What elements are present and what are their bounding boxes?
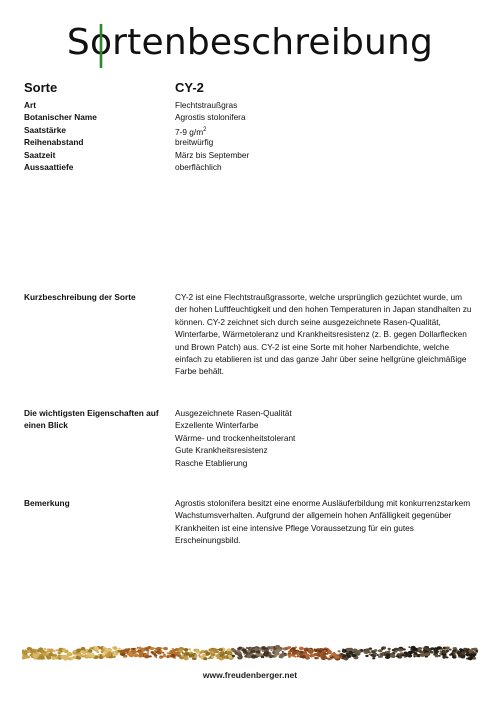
list-item: Gute Krankheitsresistenz <box>175 445 268 456</box>
page-title <box>0 22 500 63</box>
list-item: Rasche Etablierung <box>175 457 248 468</box>
seed-strip-image <box>22 645 478 661</box>
property-label: Botanischer Name <box>24 112 97 123</box>
text-line: Agrostis stolonifera besitzt eine enorme Ausläuferbildung mit konkurrenzstarkem <box>175 498 471 508</box>
text-line: und Brown Patch) aus. CY-2 ist eine Sorte mit hoher Narbendichte, welche <box>175 341 450 352</box>
title-o-logo <box>90 22 112 63</box>
title-part-2: rtenbeschreibung <box>112 22 434 63</box>
property-label: Art <box>24 100 36 110</box>
title-o-letter: o <box>89 22 113 63</box>
text-line: der hohen Luftfeuchtigkeit und den hohen Temperaturen in Japan standhalten zu <box>175 304 472 315</box>
text-line: CY-2 ist eine Flechtstraußgrassorte, welche ursprünglich gezüchtet wurde, um <box>175 292 462 302</box>
eigenschaften-label: Die wichtigsten Eigenschaften auf einen Blick <box>24 408 159 431</box>
property-row <box>24 136 484 148</box>
sorte-label: Sorte <box>24 80 58 95</box>
property-row <box>24 111 484 123</box>
list-item: Ausgezeichnete Rasen-Qualität <box>175 408 292 418</box>
property-value-superscript: 2 <box>203 126 207 133</box>
property-value: 7-9 g/m <box>175 126 204 137</box>
text-line: können. CY-2 zeichnet sich durch seine ausgezeichnete Rasen-Qualität, <box>175 316 441 327</box>
text-line: Farbe behält. <box>175 366 224 377</box>
list-item: Wärme- und trockenheitstolerant <box>175 432 296 443</box>
property-row <box>24 161 484 173</box>
properties-table <box>24 99 484 173</box>
property-value-wrap <box>175 124 484 136</box>
website-link[interactable]: www.freudenberger.net <box>202 670 298 680</box>
crosshair-icon <box>97 24 105 68</box>
property-value: März bis September <box>175 149 250 160</box>
text-line: Krankheiten ist eine intensive Pflege Voraussetzung für ein gutes <box>175 522 414 533</box>
text-line: Wachstumsverhalten. Aufgrund der allgemein hohen Anfälligkeit gegenüber <box>175 510 452 521</box>
property-value: Flechtstraußgras <box>175 100 238 110</box>
bemerkung-text <box>175 497 484 547</box>
kurzbeschreibung-label: Kurzbeschreibung der Sorte <box>24 292 136 302</box>
property-label: Aussaattiefe <box>24 161 74 172</box>
property-label: Saatzeit <box>24 149 56 160</box>
property-value: breitwürfig <box>175 137 214 148</box>
property-label: Reihenabstand <box>24 137 84 148</box>
property-label: Saatstärke <box>24 124 66 135</box>
property-value: Agrostis stolonifera <box>175 112 246 123</box>
text-line: einfach zu etablieren ist und das ganze Jahr über seine hellgrüne gleichmäßige <box>175 354 467 365</box>
property-value: oberflächlich <box>175 161 222 172</box>
eigenschaften-list <box>175 407 484 469</box>
property-row <box>24 124 484 136</box>
list-item: Exzellente Winterfarbe <box>175 420 259 431</box>
kurzbeschreibung-text <box>175 291 484 378</box>
bemerkung-label: Bemerkung <box>24 498 70 508</box>
kurzbeschreibung-section <box>24 291 484 378</box>
bemerkung-section <box>24 497 484 547</box>
property-row <box>24 149 484 161</box>
text-line: Winterfarbe, Wärmetoleranz und Krankheitsresistenz (z. B. gegen Dollarflecken <box>175 329 467 340</box>
property-row <box>24 99 484 111</box>
text-line: Erscheinungsbild. <box>175 535 241 546</box>
sorte-value: CY-2 <box>175 80 204 95</box>
title-part-1: S <box>66 22 90 63</box>
eigenschaften-section <box>24 407 484 469</box>
